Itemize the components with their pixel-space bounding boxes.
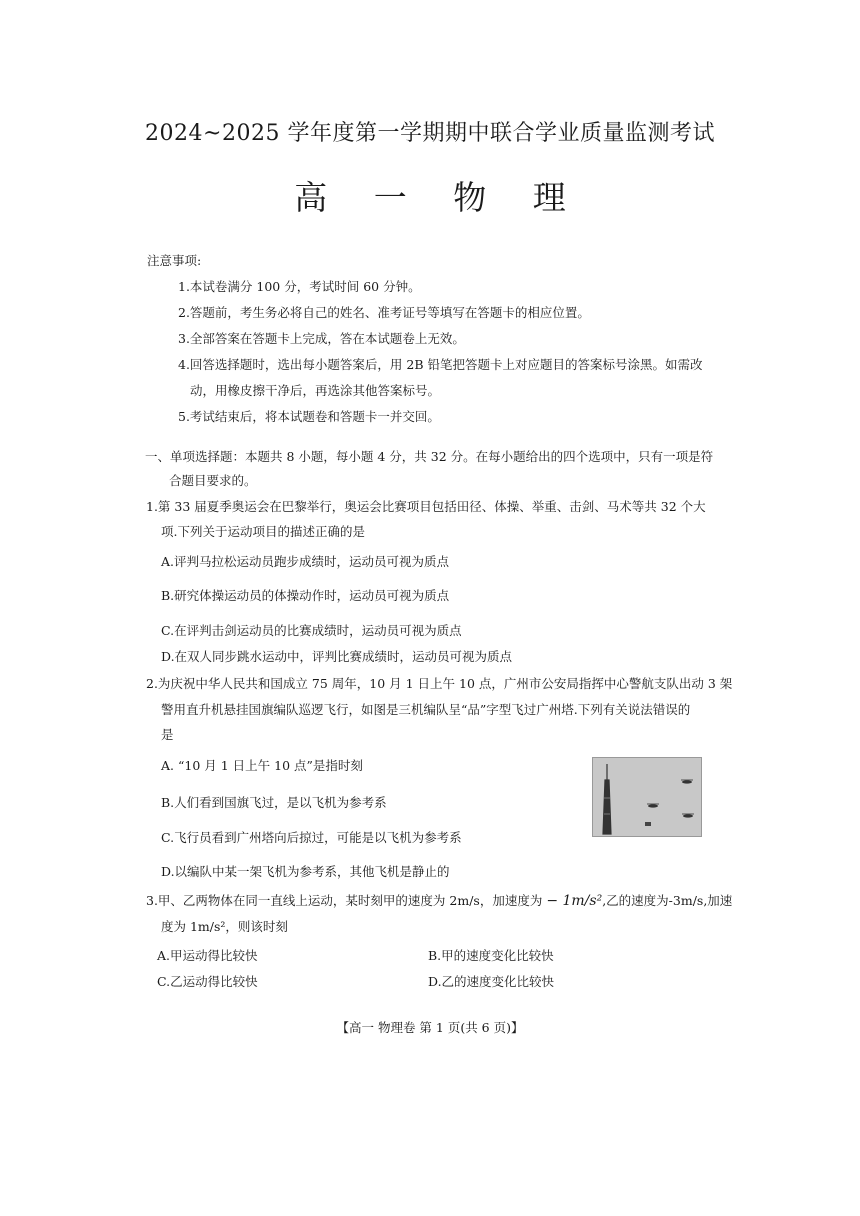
question-3-stem-text-cont: ,乙的速度为-3m/s,加速 bbox=[602, 893, 733, 908]
question-3-option-b: B.甲的速度变化比较快 bbox=[428, 948, 554, 963]
question-1-option-c: C.在评判击剑运动员的比赛成绩时，运动员可视为质点 bbox=[161, 623, 462, 638]
section-heading: 一、单项选择题：本题共 8 小题，每小题 4 分，共 32 分。在每小题给出的四个选项中，只有一项是符 bbox=[145, 449, 714, 464]
question-2-option-b: B.人们看到国旗飞过，是以飞机为参考系 bbox=[161, 795, 387, 810]
question-1-stem-cont: 项.下列关于运动项目的描述正确的是 bbox=[161, 524, 365, 539]
notice-item: 1.本试卷满分 100 分，考试时间 60 分钟。 bbox=[178, 279, 421, 294]
question-2-stem: 2.为庆祝中华人民共和国成立 75 周年，10 月 1 日上午 10 点，广州市公安局指挥中心警航支队出动 3 架 bbox=[146, 676, 733, 691]
question-3-stem-cont: 度为 1m/s²，则该时刻 bbox=[161, 919, 288, 934]
question-1-option-d: D.在双人同步跳水运动中，评判比赛成绩时，运动员可视为质点 bbox=[161, 649, 513, 664]
question-2-option-a: A. “10 月 1 日上午 10 点”是指时刻 bbox=[161, 758, 363, 773]
canton-tower-photo bbox=[592, 757, 702, 837]
question-2-option-d: D.以编队中某一架飞机为参考系，其他飞机是静止的 bbox=[161, 864, 450, 879]
question-2-option-c: C.飞行员看到广州塔向后掠过，可能是以飞机为参考系 bbox=[161, 830, 462, 845]
exam-title: 2024~2025 学年度第一学期期中联合学业质量监测考试 bbox=[145, 121, 715, 146]
acceleration-formula: − 1m/s² bbox=[546, 893, 603, 909]
notice-item: 动，用橡皮擦干净后，再选涂其他答案标号。 bbox=[190, 383, 441, 398]
canton-tower-helicopters-illustration bbox=[593, 758, 701, 836]
subject-title: 高 一 物 理 bbox=[294, 178, 584, 217]
question-1-option-a: A.评判马拉松运动员跑步成绩时，运动员可视为质点 bbox=[161, 554, 450, 569]
question-3-option-a: A.甲运动得比较快 bbox=[157, 948, 258, 963]
question-3-stem-text: 3.甲、乙两物体在同一直线上运动，某时刻甲的速度为 2m/s，加速度为 bbox=[146, 893, 547, 908]
question-2-stem-end: 是 bbox=[161, 727, 174, 742]
flag-icon bbox=[645, 822, 651, 826]
question-3-option-c: C.乙运动得比较快 bbox=[157, 974, 258, 989]
question-3-option-d: D.乙的速度变化比较快 bbox=[428, 974, 555, 989]
question-1-stem: 1.第 33 届夏季奥运会在巴黎举行，奥运会比赛项目包括田径、体操、举重、击剑、马术等共 32 个大 bbox=[146, 499, 706, 514]
page-footer: 【高一 物理卷 第 1 页(共 6 页)】 bbox=[336, 1020, 524, 1035]
notice-item: 3.全部答案在答题卡上完成，答在本试题卷上无效。 bbox=[178, 331, 465, 346]
question-1-option-b: B.研究体操运动员的体操动作时，运动员可视为质点 bbox=[161, 588, 450, 603]
notice-heading: 注意事项: bbox=[147, 253, 202, 268]
notice-item: 5.考试结束后，将本试题卷和答题卡一并交回。 bbox=[178, 409, 440, 424]
question-3-stem bbox=[146, 893, 732, 909]
notice-item: 2.答题前，考生务必将自己的姓名、准考证号等填写在答题卡的相应位置。 bbox=[178, 305, 590, 320]
section-heading-cont: 合题目要求的。 bbox=[169, 473, 257, 488]
question-2-stem-cont: 警用直升机悬挂国旗编队巡逻飞行，如图是三机编队呈“品”字型飞过广州塔.下列有关说法错误的 bbox=[161, 702, 691, 717]
notice-item: 4.回答选择题时，选出每小题答案后，用 2B 铅笔把答题卡上对应题目的答案标号涂黑。如需改 bbox=[178, 357, 703, 372]
